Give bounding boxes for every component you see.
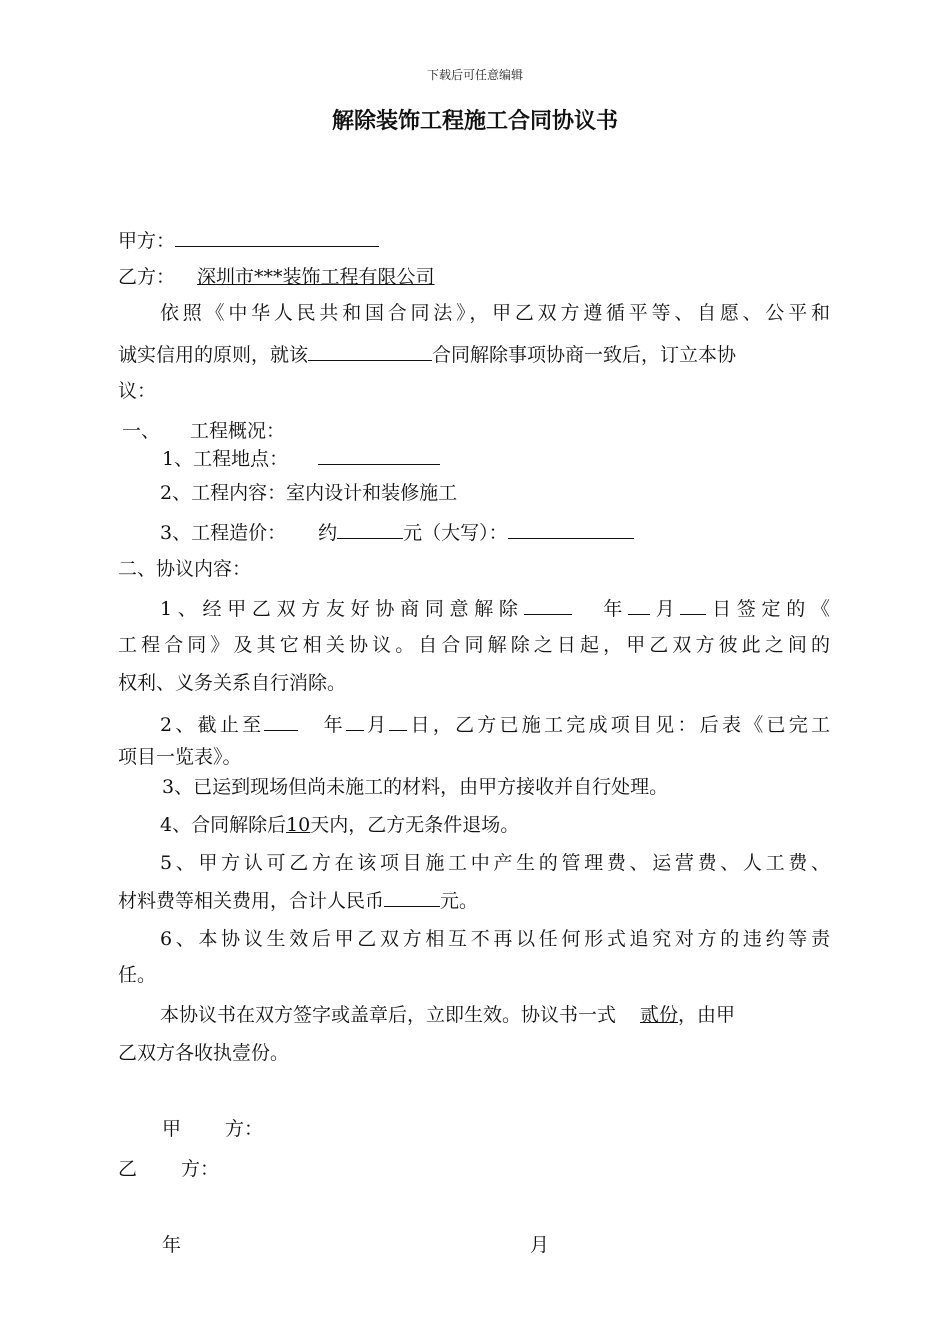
party-b-line (118, 264, 445, 290)
amount-blank (384, 886, 440, 907)
clause-5-text-a: 材料费等相关费用，合计人民币 (118, 890, 385, 912)
item-3-capital: 元（大写）： (403, 522, 508, 544)
clause-2-month: 月 (363, 714, 390, 736)
party-a-label: 甲方： (118, 230, 176, 252)
item-1-location (162, 444, 440, 472)
day-blank-2 (389, 710, 407, 731)
location-blank (318, 444, 440, 465)
clause-1-year: 年 (597, 598, 629, 620)
clause-2-day: 日，乙方已施工完成项目见：后表《已完工 (407, 714, 830, 736)
clause-2-line-1 (160, 710, 830, 738)
month-blank-2 (346, 710, 364, 731)
signature-party-b (118, 1156, 219, 1182)
intro-text-a: 诚实信用的原则，就该 (118, 344, 309, 366)
final-line-2: 乙双方各收执壹份。 (118, 1042, 290, 1064)
clause-1-line-2: 工程合同》及其它相关协议。自合同解除之日起，甲乙双方彼此之间的 (118, 634, 830, 656)
year-blank-2 (264, 710, 298, 731)
final-text-a: 本协议书在双方签字或盖章后，立即生效。协议书一式 (160, 1004, 617, 1026)
date-month: 月 (530, 1234, 550, 1256)
year-blank-1 (524, 594, 572, 615)
signature-party-a (162, 1116, 263, 1142)
section-1-number: 一、 (122, 420, 161, 442)
date-year: 年 (162, 1234, 182, 1256)
clause-1-line-1 (160, 594, 830, 622)
section-1-heading (122, 418, 285, 444)
item-1-label: 1、工程地点： (162, 448, 289, 470)
document-title: 解除装饰工程施工合同协议书 (331, 108, 618, 134)
intro-text-b: 合同解除事项协商一致后，订立本协 (432, 344, 737, 366)
intro-line-3: 议： (118, 380, 157, 402)
item-3-label: 3、工程造价： (160, 522, 287, 544)
intro-line-2 (118, 340, 736, 368)
price-blank (337, 518, 403, 539)
clause-4-text-b: 天内，乙方无条件退场。 (310, 814, 520, 836)
final-line-1 (160, 1002, 735, 1028)
clause-5-line-2 (118, 886, 478, 914)
clause-1-day: 日签定的《 (706, 598, 830, 620)
contract-name-blank (308, 340, 432, 361)
final-text-b: ，由甲 (678, 1004, 736, 1026)
header-note: 下载后可任意编辑 (426, 68, 523, 82)
clause-3: 3、已运到现场但尚未施工的材料，由甲方接收并自行处理。 (162, 776, 669, 798)
clause-5-line-1: 5、甲方认可乙方在该项目施工中产生的管理费、运营费、人工费、 (160, 852, 830, 874)
clause-4 (160, 812, 519, 838)
section-1-title: 工程概况： (190, 420, 286, 442)
clause-6-line-1: 6、本协议生效后甲乙双方相互不再以任何形式追究对方的违约等责 (160, 928, 830, 950)
clause-5-text-b: 元。 (440, 890, 479, 912)
price-capital-blank (508, 518, 634, 539)
clause-1-month: 月 (650, 598, 681, 620)
clause-2-text-a: 2、截止至 (160, 714, 265, 736)
clause-2-line-2: 项目一览表》。 (118, 746, 242, 768)
month-blank-1 (628, 594, 650, 615)
final-copies: 贰份 (640, 1004, 679, 1026)
signature-b-char: 乙 (118, 1158, 138, 1180)
section-2-heading: 二、协议内容： (118, 558, 252, 580)
clause-1-text-a: 1、经甲乙双方友好协商同意解除 (160, 598, 524, 620)
intro-line-1: 依照《中华人民共和国合同法》，甲乙双方遵循平等、自愿、公平和 (160, 302, 830, 324)
party-a-blank (175, 226, 379, 247)
item-3-approx: 约 (318, 522, 338, 544)
clause-4-text-a: 4、合同解除后 (160, 814, 287, 836)
party-b-label: 乙方： (118, 266, 176, 288)
day-blank-1 (680, 594, 706, 615)
clause-2-year: 年 (320, 714, 346, 736)
clause-1-line-3: 权利、义务关系自行消除。 (118, 672, 347, 694)
signature-a-label: 方： (225, 1118, 264, 1140)
item-2-content: 2、工程内容：室内设计和装修施工 (160, 482, 458, 504)
clause-6-line-2: 任。 (118, 964, 157, 986)
item-3-price (160, 518, 634, 546)
clause-4-days: 10 (286, 814, 311, 836)
party-b-name: 深圳市***装饰工程有限公司 (197, 266, 435, 288)
signature-a-char: 甲 (162, 1118, 182, 1140)
signature-b-label: 方： (181, 1158, 220, 1180)
party-a-line (118, 226, 379, 254)
